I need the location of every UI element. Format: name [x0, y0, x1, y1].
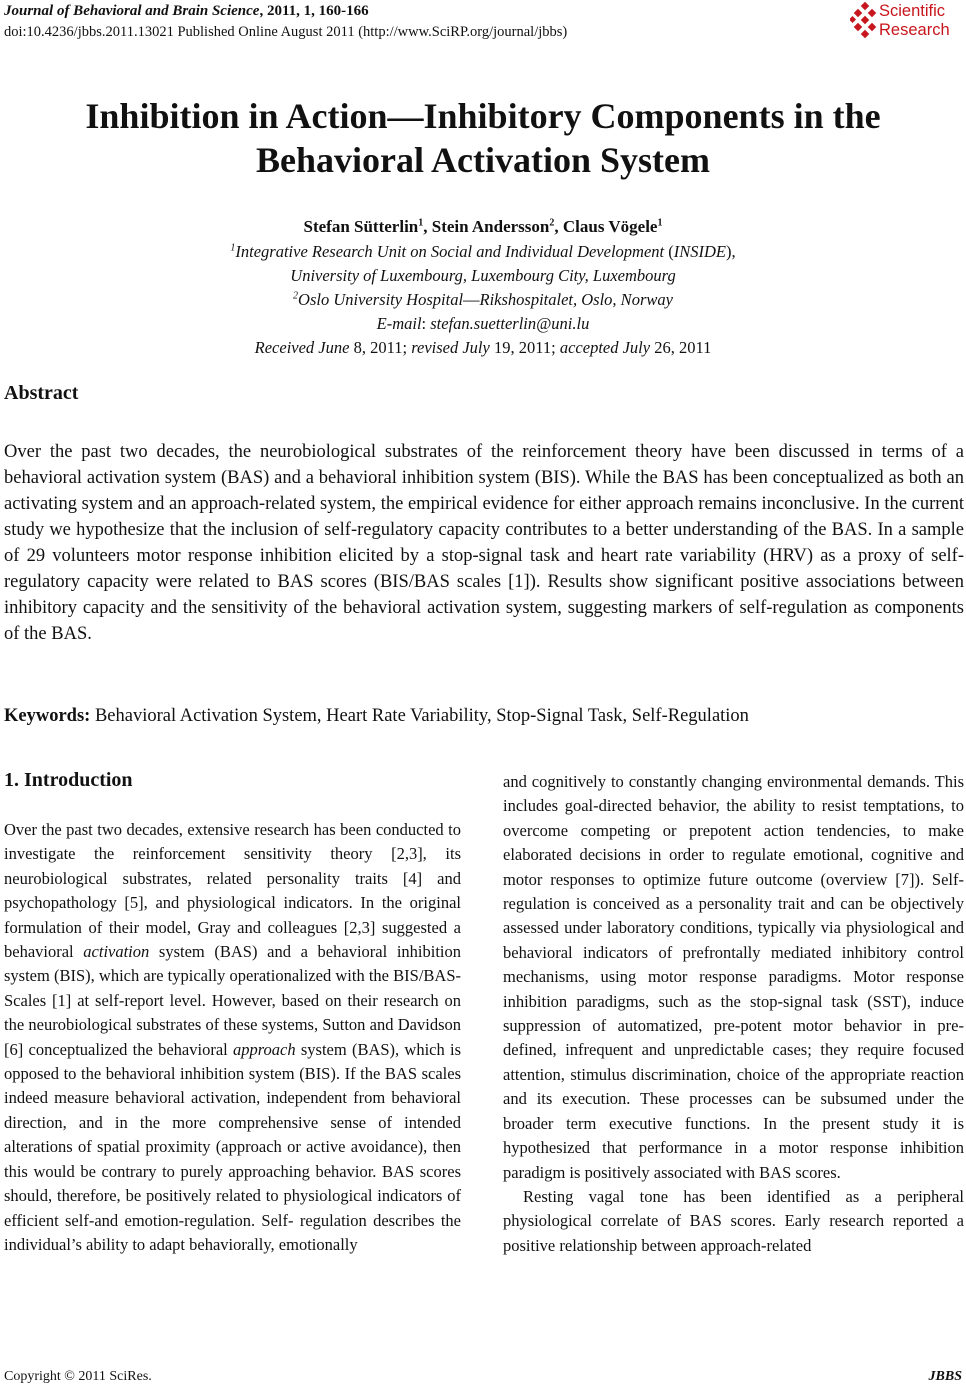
intro-text: Over the past two decades, extensive research has been conducted to investigate the reinforcement sensitivity theory [2,3], its neurobiological substrates, related personality traits [4] and psychopathology [5], and physiological indicators. In the original formulation of their model, Gray and colleagues [2,3] suggested a behavioral: [4, 820, 461, 962]
publisher-logo: [850, 2, 966, 42]
author-1: Stefan Sütterlin: [303, 217, 419, 236]
affiliation-1-location: University of Luxembourg, Luxembourg City, Luxembourg: [290, 266, 676, 285]
intro-emphasis: activation: [83, 942, 150, 962]
journal-name: Journal of Behavioral and Brain Science: [4, 3, 260, 19]
keywords: [4, 706, 964, 727]
accepted-date: 26, 2011: [650, 338, 712, 357]
email-address[interactable]: stefan.suetterlin@uni.lu: [430, 314, 590, 333]
author-separator: ,: [423, 217, 432, 236]
author-3-affiliation: 1: [657, 217, 663, 229]
revised-label: revised July: [411, 338, 490, 357]
journal-abbreviation: JBBS: [928, 1369, 962, 1384]
author-separator: ,: [554, 217, 563, 236]
logo-line-2: Research: [879, 21, 950, 39]
keywords-list: Behavioral Activation System, Heart Rate Variability, Stop-Signal Task, Self-Regulation: [90, 706, 749, 726]
affiliation-2-number: 2: [293, 290, 299, 302]
journal-details: , 2011, 1, 160-166: [259, 3, 369, 19]
affiliation-1: $^1$Integrative Research Unit on Social and Individual Development (INSIDE),: [230, 242, 736, 261]
intro-text: system (BAS), which is opposed to the behavioral inhibition system (BIS). If the BAS scales indeed measure behavioral activation, independent from behavioral direction, and in the more comprehensive sense of intended alterations of spatial proximity (approach or active avoidance), then this would be contrary to purely approaching behavior. BAS scores should, therefore, be positively related to physiological indicators of efficient self-and emotion-regulation. Self- regulation describes the individual’s ability to adapt behaviorally, emotionally: [4, 1039, 461, 1254]
section-heading: 1. Introduction: [4, 769, 133, 791]
logo-line-1: Scientific: [879, 2, 946, 20]
title-line-2: Behavioral Activation System: [256, 140, 710, 180]
author-list: [0, 217, 966, 237]
journal-header: [4, 3, 369, 20]
accepted-label: accepted July: [559, 338, 651, 357]
affiliation-2: [0, 290, 966, 310]
affiliation-1-abbr: INSIDE: [673, 242, 726, 261]
paper-title: [0, 94, 966, 182]
right-column: [503, 770, 964, 1258]
abstract-heading: Abstract: [4, 382, 79, 404]
author-3: Claus Vögele: [562, 217, 658, 236]
dates-line: [0, 338, 966, 358]
author-2-affiliation: 2: [549, 217, 555, 229]
intro-paragraph: and cognitively to constantly changing environmental demands. This includes goal-directed behavior, the ability to resist temptations, to overcome competing or prepotent action tendencies, to make elaborated decisions in order to regulate emotional, cognitive and motor responses to optimize future outcome (overview [7]). Self-regulation is conceived as a personality trait and can be objectively assessed under laboratory conditions, typically via physiological and behavioral indicators of prefrontally mediated inhibitory control mechanisms, using motor response paradigms. Motor response inhibition paradigms, such as the stop-signal task (SST), induce suppression of automatized, pre-potent motor behavior in pre-defined, infrequent and unpredictable cases; they require focused attention, stimulus discrimination, choice of the appropriate reaction and its execution. These processes can be subsumed under the broader term executive functions. In the present study it is hypothesized that performance in a motor response inhibition paradigm is positively associated with BAS scores.: [503, 772, 964, 1182]
email-line: E-mail: stefan.suetterlin@uni.lu: [376, 314, 590, 333]
title-line-1: Inhibition in Action―Inhibitory Components in the: [85, 96, 881, 136]
logo-text: [879, 2, 950, 40]
copyright: Copyright © 2011 SciRes.: [4, 1369, 152, 1384]
intro-text: system (BAS) and a behavioral inhibition system (BIS), which are typically operationalized with the BIS/BAS-Scales [1] at self-report level. However, based on their research on the neurobiological substrates of these systems, Sutton and Davidson [6] conceptualized the behavioral: [4, 942, 461, 1059]
author-1-affiliation: 1: [418, 217, 424, 229]
affiliation-1-number: 1: [230, 242, 236, 254]
left-column: [4, 818, 461, 1257]
affiliation-2-name: Oslo University Hospital―Rikshospitalet, Oslo, Norway: [298, 290, 673, 309]
abstract-text: Over the past two decades, the neurobiological substrates of the reinforcement theory have been discussed in terms of a behavioral activation system (BAS) and a behavioral inhibition system (BIS). While the BAS has been conceptualized as both an activating system and an approach-related system, the empirical evidence for either approach remains inconclusive. In the current study we hypothesize that the inclusion of self-regulatory capacity contributes to a better understanding of the BAS. In a sample of 29 volunteers motor response inhibition elicited by a stop-signal task and heart rate variability (HRV) as a proxy of self-regulatory capacity were related to BAS scores (BIS/BAS scales [1]). Results show significant positive associations between inhibitory capacity and the sensitivity of the behavioral activation system, suggesting markers of self-regulation as components of the BAS.: [4, 442, 964, 644]
diamond-cluster-icon: [850, 2, 878, 40]
received-label: Received June: [254, 338, 350, 357]
affiliation-1-name: Integrative Research Unit on Social and Individual Development: [235, 242, 665, 261]
author-2: Stein Andersson: [431, 217, 550, 236]
email-label: E-mail: [376, 314, 422, 333]
intro-emphasis: approach: [232, 1039, 296, 1059]
intro-paragraph: Resting vagal tone has been identified as a peripheral physiological correlate of BAS scores. Early research reported a positive relationship between approach-related: [503, 1186, 964, 1255]
keywords-label: Keywords:: [4, 706, 91, 726]
received-date: 8, 2011;: [349, 338, 412, 357]
revised-date: 19, 2011;: [489, 338, 560, 357]
doi-line: doi:10.4236/jbbs.2011.13021 Published Online August 2011 (http://www.SciRP.org/journal/jbbs): [4, 24, 568, 40]
